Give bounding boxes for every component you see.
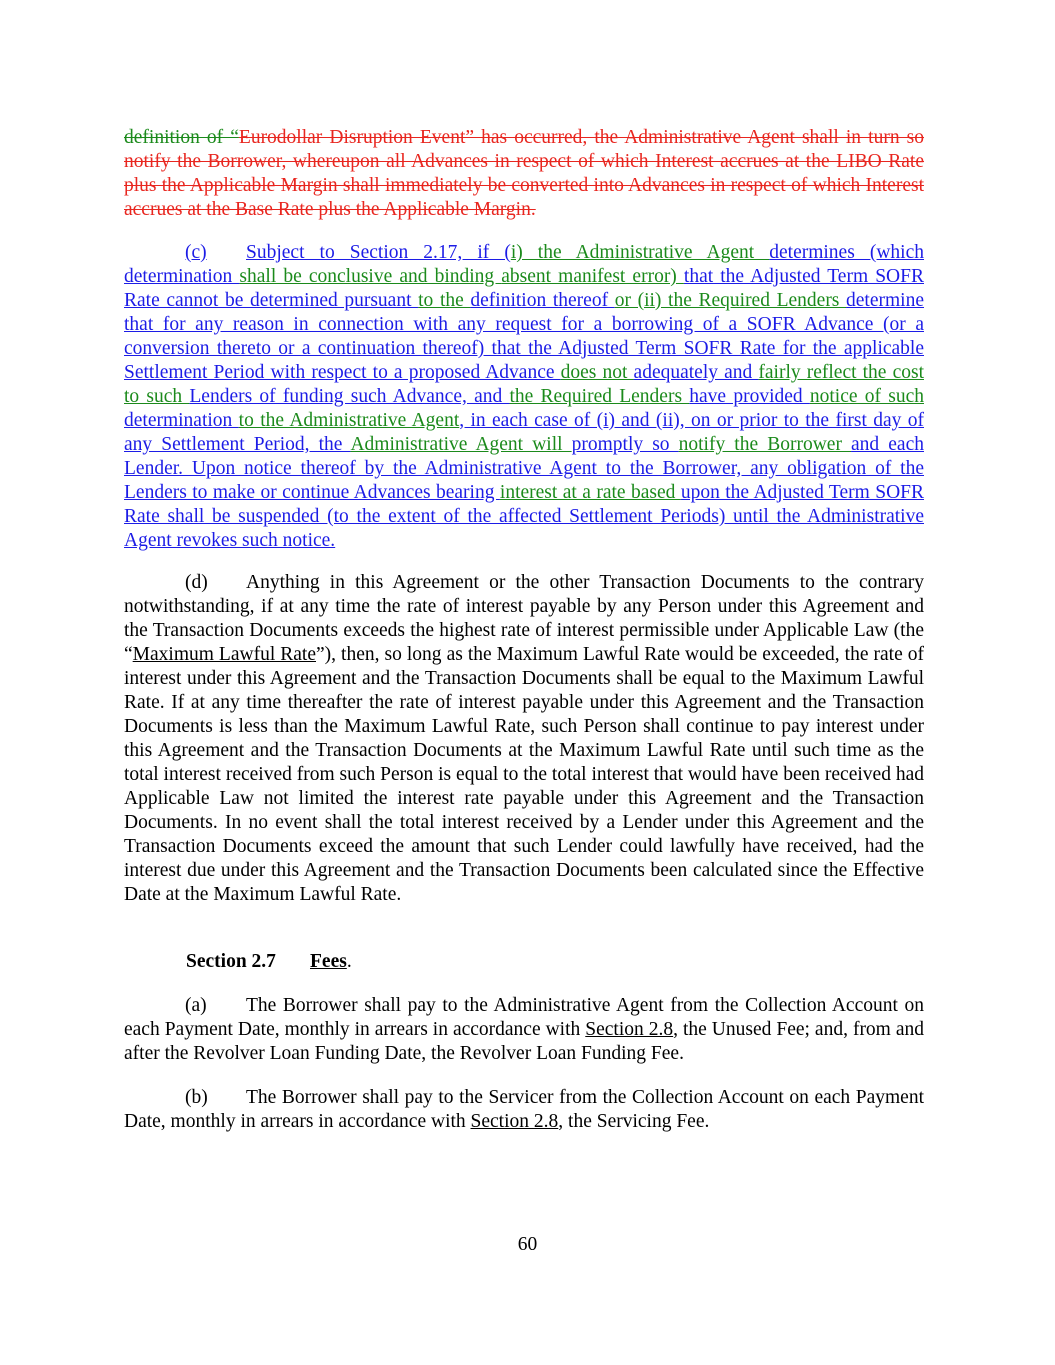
- paragraph-label: (d): [185, 572, 208, 593]
- moved-text: absent manifest error): [501, 266, 684, 287]
- inserted-text: and each Lender. Upon notice thereof by the Administrative Agent to the Borrower, any obligation of the Lenders to make or continue Advances bearing: [124, 434, 924, 503]
- paragraph-text: ”), then, so long as the Maximum Lawful Rate would be exceeded, the rate of interest under this Agreement and the Transaction Documents shall be equal to the Maximum Lawful Rate. If at any time thereafter the rate of interest payable under this Agreement and the Transaction Documents is less than the Maximum Lawful Rate, such Person shall continue to pay interest under this Agreement and the Transaction Documents at the Maximum Lawful Rate until such time as the total interest received from such Person is equal to the total interest that would have been received had Applicable Law not limited the interest rate payable under this Agreement and the Transaction Documents. In no event shall the total interest received by a Lender under this Agreement and the Transaction Documents exceed the amount that such Lender could lawfully have received, had the interest due under this Agreement and the Transaction Documents been calculated since the Effective Date at the Maximum Lawful Rate.: [124, 644, 924, 905]
- moved-text: interest at a rate based: [499, 482, 681, 503]
- inserted-text: determination: [124, 410, 239, 431]
- moved-text: notify the Borrower: [678, 434, 852, 455]
- paragraph-d: [124, 571, 924, 907]
- section-reference: Section 2.8: [585, 1019, 674, 1040]
- paragraph-a: [124, 994, 924, 1066]
- moved-text: notice of such: [809, 386, 924, 407]
- inserted-text: definition thereof: [470, 290, 615, 311]
- inserted-text: upon the Adjusted Term SOFR Rate shall be suspended (to the extent of the affected Settlement Periods) until the Administrative Agent revokes such notice.: [124, 482, 925, 551]
- inserted-text: , in each case of (i) and (ii), on or prior to the first day of any Settlement Period, the: [124, 410, 924, 455]
- paragraph-label: (b): [185, 1087, 208, 1108]
- inserted-text: promptly so: [571, 434, 679, 455]
- moved-text: definition of “: [124, 127, 239, 148]
- moved-text: i) the Administrative Agent: [510, 242, 770, 263]
- moved-text: to the Administrative Agent: [238, 410, 460, 431]
- moved-text: shall be conclusive and binding: [239, 266, 502, 287]
- paragraph-text: , the Unused Fee; and, from and after the Revolver Loan Funding Date, the Revolver Loan Funding Fee.: [124, 1019, 924, 1064]
- section-heading: [186, 950, 352, 974]
- inserted-text: determines (which determination: [124, 242, 925, 287]
- inserted-text: have provided: [689, 386, 810, 407]
- inserted-text: adequately and: [633, 362, 759, 383]
- section-title-period: .: [346, 951, 352, 972]
- deleted-text: Eurodollar Disruption Event” has occurred, the Administrative Agent shall in turn so notify the Borrower, whereupon all Advances in respect of which Interest accrues at the LIBO Rate plus the Applicable Margin shall immediately be converted into Advances in respect of which Interest accrues at the Base Rate plus the Applicable Margin.: [124, 127, 924, 220]
- moved-text: fairly reflect the cost to such: [124, 362, 924, 407]
- paragraph-text: The Borrower shall pay to the Administrative Agent from the Collection Account on each Payment Date, monthly in arrears in accordance with: [124, 995, 924, 1040]
- page-number: 60: [517, 1234, 538, 1255]
- paragraph-text: , the Servicing Fee.: [558, 1111, 710, 1132]
- paragraph-text: The Borrower shall pay to the Servicer from the Collection Account on each Payment Date, monthly in arrears in accordance with: [124, 1087, 924, 1132]
- moved-text: or (ii) the Required Lenders: [614, 290, 847, 311]
- section-number: Section 2.7: [186, 951, 276, 972]
- deleted-paragraph: [124, 126, 924, 222]
- moved-text: the Required Lenders: [509, 386, 690, 407]
- inserted-text: that the Adjusted Term SOFR Rate cannot be determined pursuant: [124, 266, 924, 311]
- moved-text: Administrative Agent will: [350, 434, 572, 455]
- defined-term: Maximum Lawful Rate: [132, 644, 316, 665]
- inserted-text: Subject to Section 2.17, if (: [246, 242, 511, 263]
- paragraph-label: (a): [185, 995, 207, 1016]
- paragraph-c: [124, 241, 924, 553]
- section-reference: Section 2.8: [470, 1111, 559, 1132]
- moved-text: does not: [560, 362, 634, 383]
- paragraph-text: Anything in this Agreement or the other Transaction Documents to the contrary notwithstanding, if at any time the rate of interest payable by any Person under this Agreement and the Transaction Documents exceeds the highest rate of interest permissible under Applicable Law (the “: [124, 572, 924, 665]
- moved-text: to the: [418, 290, 471, 311]
- section-title: Fees: [310, 951, 347, 972]
- inserted-text: determine that for any reason in connection with any request for a borrowing of a SOFR Advance (or a conversion thereto or a continuation thereof) that the Adjusted Term SOFR Rate for the applicable Settlement Period with respect to a proposed Advance: [124, 290, 924, 383]
- inserted-text: Lenders of funding such Advance, and: [189, 386, 510, 407]
- paragraph-label: (c): [185, 242, 207, 263]
- paragraph-b: [124, 1086, 924, 1134]
